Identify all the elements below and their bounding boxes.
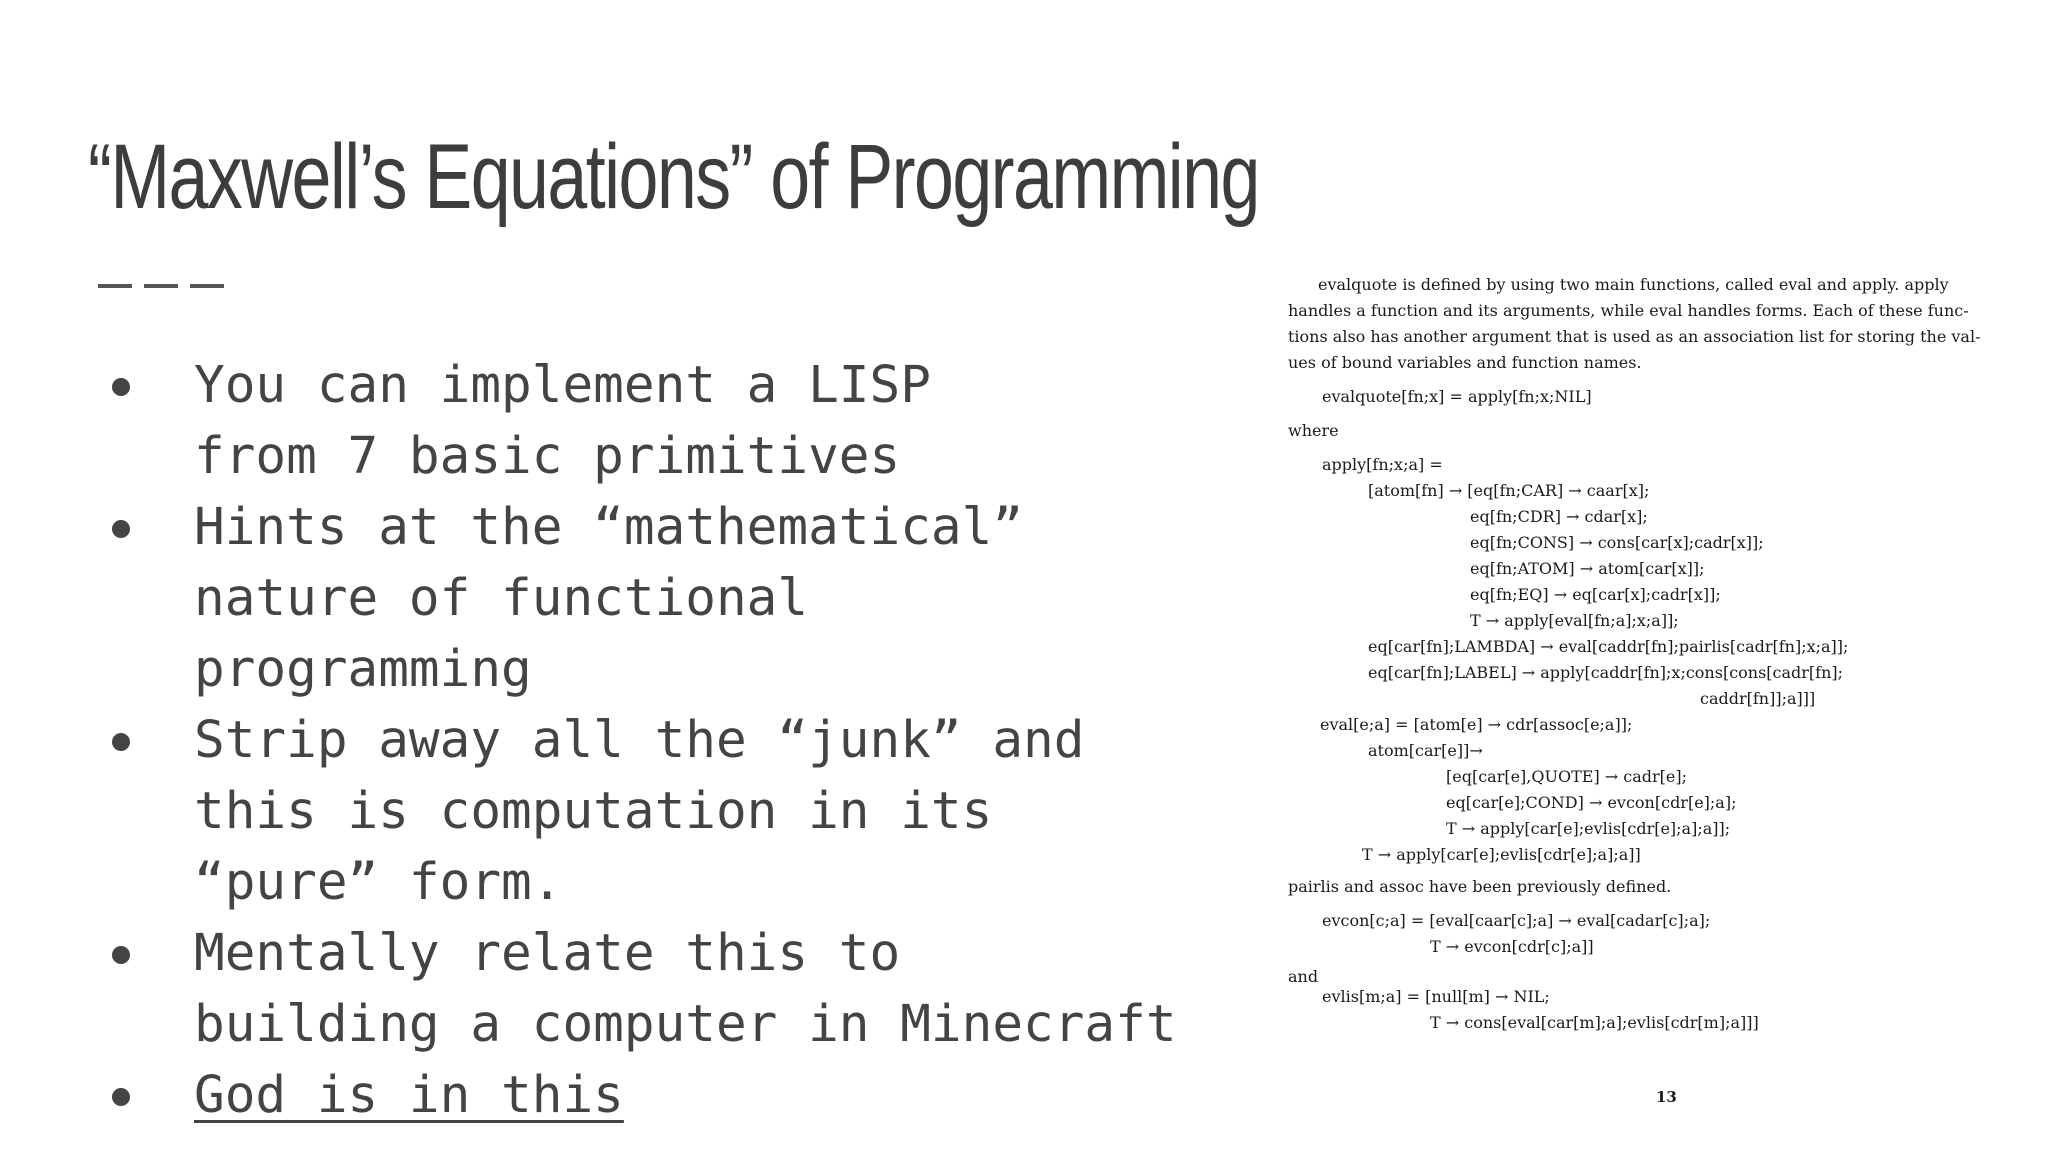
bullet-item — [106, 705, 1266, 918]
scan-intro-line: evalquote is defined by using two main functions, called eval and apply. apply — [1318, 275, 1949, 294]
scan-code-line: apply[fn;x;a] = — [1322, 455, 1443, 474]
bullet-text: You can implement a LISP from 7 basic primitives — [194, 356, 931, 486]
scan-intro-line: tions also has another argument that is used as an association list for storing the val- — [1288, 327, 1981, 346]
bullet-dot-icon — [112, 733, 130, 751]
divider-dash — [98, 284, 132, 288]
scan-intro-line: ues of bound variables and function names. — [1288, 353, 1642, 372]
scan-code-line: evlis[m;a] = [null[m] → NIL; — [1322, 987, 1550, 1006]
scan-code-line: and — [1288, 967, 1319, 986]
bullet-item — [106, 918, 1266, 1060]
scan-code-line: where — [1288, 421, 1339, 440]
scan-code-line: caddr[fn]];a]]] — [1700, 689, 1816, 708]
scan-code-line: eq[fn;ATOM] → atom[car[x]]; — [1470, 559, 1705, 578]
scan-intro-line: handles a function and its arguments, while eval handles forms. Each of these func- — [1288, 301, 1969, 320]
scan-code-line: eq[fn;CDR] → cdar[x]; — [1470, 507, 1648, 526]
scanned-page-excerpt — [1270, 262, 2048, 1122]
scan-code-line: atom[car[e]]→ — [1368, 741, 1483, 760]
slide-title: “Maxwell’s Equations” of Programming — [88, 126, 1259, 228]
scan-code-line: eq[car[e];COND] → evcon[cdr[e];a]; — [1446, 793, 1737, 812]
bullet-dot-icon — [112, 378, 130, 396]
scan-code-line: eq[fn;CONS] → cons[car[x];cadr[x]]; — [1470, 533, 1764, 552]
scan-code-line: [atom[fn] → [eq[fn;CAR] → caar[x]; — [1368, 481, 1650, 500]
scan-code-line: eval[e;a] = [atom[e] → cdr[assoc[e;a]]; — [1320, 715, 1633, 734]
bullet-item-link[interactable] — [106, 1060, 1266, 1131]
divider-dash — [144, 284, 178, 288]
bullet-dot-icon — [112, 520, 130, 538]
scan-code-line: pairlis and assoc have been previously defined. — [1288, 877, 1672, 896]
bullet-dot-icon — [112, 1088, 130, 1106]
bullet-text: Strip away all the “junk” and this is computation in its “pure” form. — [194, 711, 1085, 912]
bullet-list — [106, 350, 1266, 1131]
scan-code-line: eq[fn;EQ] → eq[car[x];cadr[x]]; — [1470, 585, 1721, 604]
scan-code-line: eq[car[fn];LAMBDA] → eval[caddr[fn];pairlis[cadr[fn];x;a]]; — [1368, 637, 1849, 656]
bullet-dot-icon — [112, 946, 130, 964]
scan-code-line: evcon[c;a] = [eval[caar[c];a] → eval[cadar[c];a]; — [1322, 911, 1711, 930]
divider-dash — [190, 284, 224, 288]
scan-code-line: evalquote[fn;x] = apply[fn;x;NIL] — [1322, 387, 1592, 406]
scan-code-line: [eq[car[e],QUOTE] → cadr[e]; — [1446, 767, 1688, 786]
scan-code-line: eq[car[fn];LABEL] → apply[caddr[fn];x;cons[cons[cadr[fn]; — [1368, 663, 1844, 682]
bullet-text: Mentally relate this to building a computer in Minecraft — [194, 924, 1177, 1054]
bullet-item — [106, 350, 1266, 492]
scan-page-number: 13 — [1656, 1088, 1677, 1106]
bullet-link-text[interactable]: God is in this — [194, 1066, 624, 1125]
scan-code-line: T → evcon[cdr[c];a]] — [1430, 937, 1594, 956]
scan-code-line: T → cons[eval[car[m];a];evlis[cdr[m];a]]] — [1430, 1013, 1759, 1032]
bullet-text: Hints at the “mathematical” nature of functional programming — [194, 498, 1024, 699]
scan-code-line: T → apply[car[e];evlis[cdr[e];a];a]]; — [1446, 819, 1731, 838]
bullet-item — [106, 492, 1266, 705]
scan-code-line: T → apply[eval[fn;a];x;a]]; — [1470, 611, 1679, 630]
scan-code-line: T → apply[car[e];evlis[cdr[e];a];a]] — [1362, 845, 1641, 864]
title-divider — [98, 284, 226, 288]
